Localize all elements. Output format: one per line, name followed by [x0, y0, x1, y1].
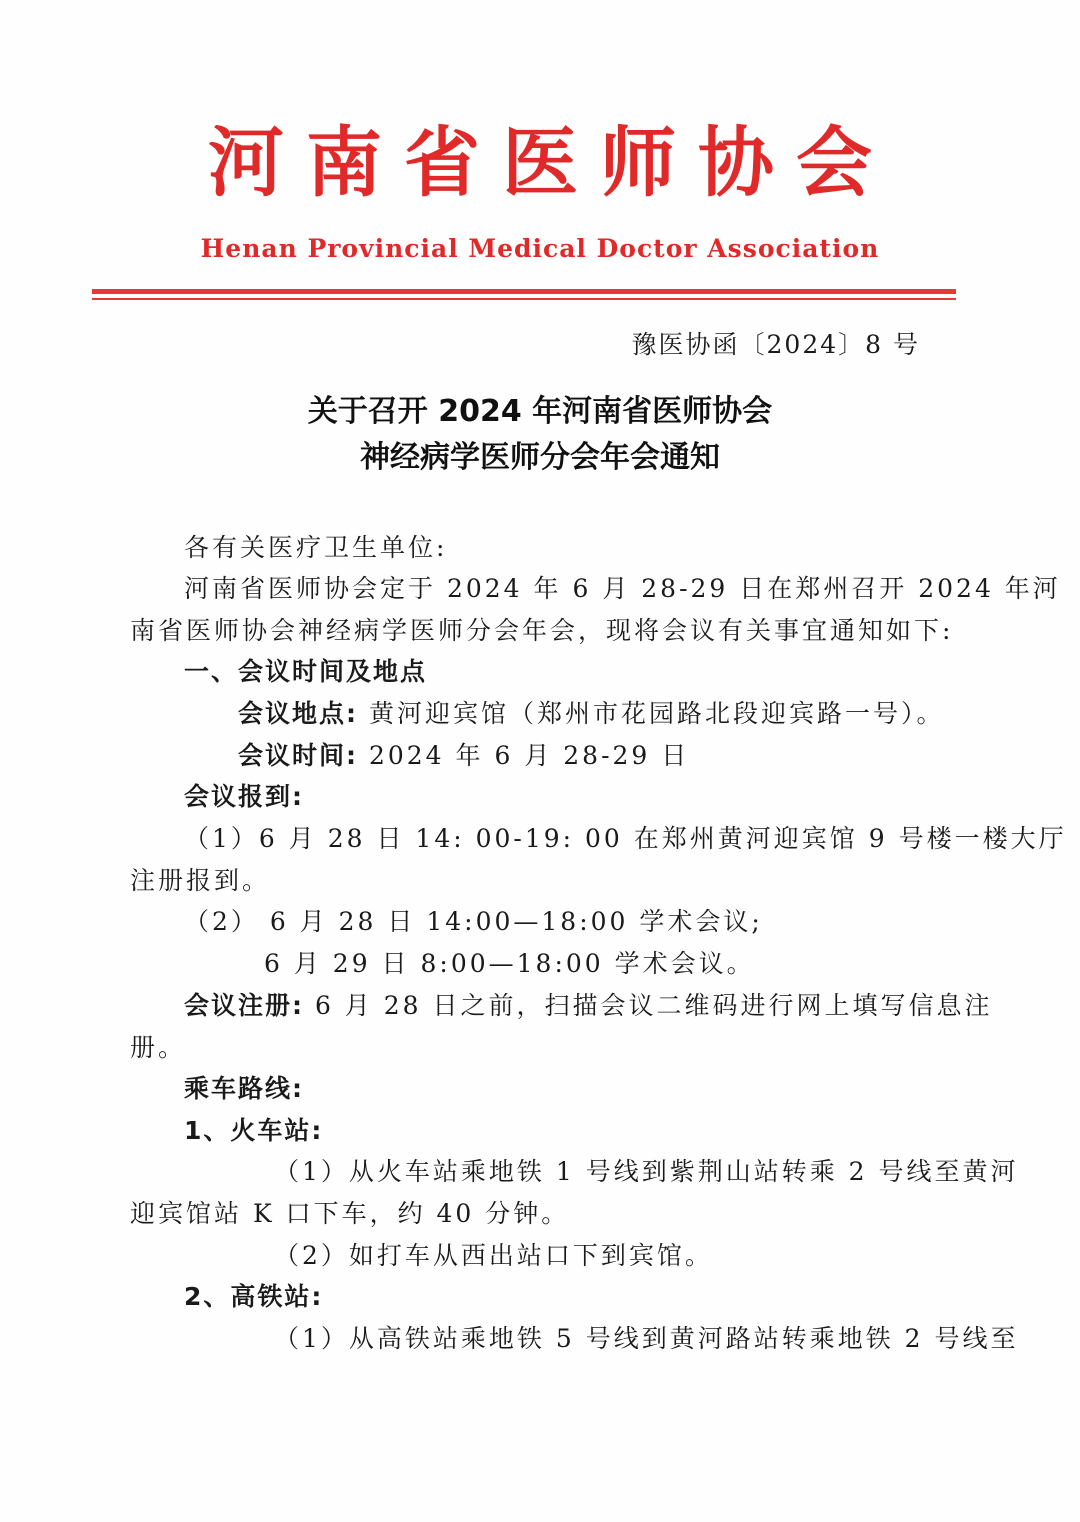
train-route-1a: （1）从火车站乘地铁 1 号线到紫荆山站转乘 2 号线至黄河	[274, 1157, 1019, 1186]
register-cont: 册。	[130, 1033, 187, 1062]
checkin-label: 会议报到:	[184, 782, 304, 811]
org-name-cn: 河南省医师协会	[208, 118, 894, 207]
document-number: 豫医协函〔2024〕8 号	[631, 330, 920, 359]
notice-title-line-1: 关于召开 2024 年河南省医师协会	[307, 394, 773, 429]
time-row	[238, 736, 689, 776]
venue-label: 会议地点:	[238, 699, 358, 728]
time-label: 会议时间:	[238, 741, 358, 770]
register-value: 6 月 28 日之前，扫描会议二维码进行网上填写信息注	[314, 991, 993, 1020]
venue-value: 黄河迎宾馆（郑州市花园路北段迎宾路一号）。	[368, 699, 945, 728]
section-heading-time-place: 一、会议时间及地点	[184, 657, 428, 686]
org-name-en: Henan Provincial Medical Doctor Association	[200, 234, 880, 263]
intro-line-1: 河南省医师协会定于 2024 年 6 月 28-29 日在郑州召开 2024 年河	[184, 574, 1061, 603]
time-value: 2024 年 6 月 28-29 日	[368, 741, 690, 770]
train-route-2: （2）如打车从西出站口下到宾馆。	[274, 1241, 713, 1270]
salutation: 各有关医疗卫生单位:	[184, 533, 448, 562]
venue-row	[238, 694, 944, 734]
register-label: 会议注册:	[184, 991, 304, 1020]
header-rule-thick	[92, 289, 956, 294]
header-rule-thin	[92, 298, 956, 300]
notice-title-line-2: 神经病学医师分会年会通知	[360, 440, 720, 475]
hsr-route-1a: （1）从高铁站乘地铁 5 号线到黄河路站转乘地铁 2 号线至	[274, 1324, 1019, 1353]
train-station-heading: 1、火车站:	[184, 1116, 324, 1145]
checkin-item-1b: 注册报到。	[130, 866, 271, 895]
intro-line-2: 南省医师协会神经病学医师分会年会，现将会议有关事宜通知如下:	[130, 616, 954, 645]
checkin-item-1a: （1）6 月 28 日 14: 00-19: 00 在郑州黄河迎宾馆 9 号楼一楼大厅	[184, 824, 1067, 853]
checkin-item-2a: （2） 6 月 28 日 14:00—18:00 学术会议;	[184, 907, 763, 936]
register-row	[184, 986, 993, 1026]
hsr-station-heading: 2、高铁站:	[184, 1282, 324, 1311]
checkin-item-2b: 6 月 29 日 8:00—18:00 学术会议。	[264, 949, 755, 978]
train-route-1b: 迎宾馆站 K 口下车，约 40 分钟。	[130, 1199, 570, 1228]
route-heading: 乘车路线:	[184, 1074, 304, 1103]
